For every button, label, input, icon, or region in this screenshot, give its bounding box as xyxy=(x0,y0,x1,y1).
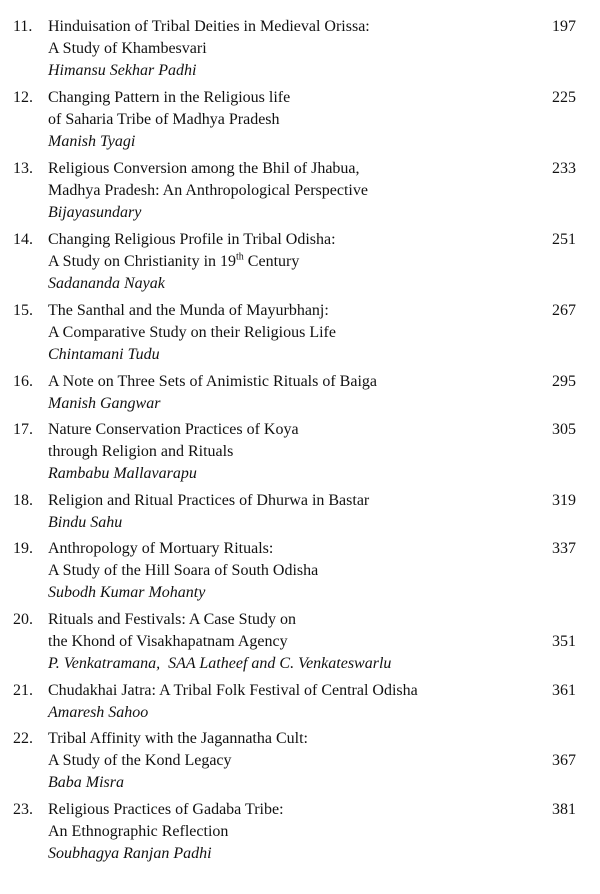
entry-text xyxy=(48,728,518,794)
entry-text xyxy=(48,490,518,534)
entry-page-number: 381 xyxy=(552,801,576,818)
entry-title-line: Changing Pattern in the Religious life xyxy=(48,89,291,106)
entry-title-line: Madhya Pradesh: An Anthropological Perspective xyxy=(48,182,368,199)
entry-number: 16. xyxy=(13,373,33,390)
entry-author: Rambabu Mallavarapu xyxy=(48,465,197,482)
entry-page-number: 319 xyxy=(552,492,576,509)
toc-entry xyxy=(0,225,600,296)
entry-text xyxy=(48,300,518,366)
entry-author: Chintamani Tudu xyxy=(48,346,160,363)
entry-page-number: 251 xyxy=(552,231,576,248)
entry-author: Baba Misra xyxy=(48,774,124,791)
entry-title-line: Religion and Ritual Practices of Dhurwa in Bastar xyxy=(48,492,370,509)
toc-entry xyxy=(0,534,600,605)
entry-text xyxy=(48,419,518,485)
entry-title-line: A Study of the Kond Legacy xyxy=(48,752,232,769)
toc-entry xyxy=(0,724,600,795)
entry-title-line: Hinduisation of Tribal Deities in Medieval Orissa: xyxy=(48,18,370,35)
toc-entry xyxy=(0,296,600,367)
entry-title-line: through Religion and Rituals xyxy=(48,443,234,460)
entry-author: Subodh Kumar Mohanty xyxy=(48,584,206,601)
entry-number: 13. xyxy=(13,160,33,177)
entry-author: Sadananda Nayak xyxy=(48,275,165,292)
table-of-contents xyxy=(0,12,600,866)
entry-title-line: of Saharia Tribe of Madhya Pradesh xyxy=(48,111,280,128)
entry-title-line: Anthropology of Mortuary Rituals: xyxy=(48,540,274,557)
entry-text xyxy=(48,609,518,675)
entry-author: Soubhagya Ranjan Padhi xyxy=(48,845,212,862)
entry-number: 14. xyxy=(13,231,33,248)
entry-number: 23. xyxy=(13,801,33,818)
entry-author: Amaresh Sahoo xyxy=(48,704,149,721)
toc-entry xyxy=(0,676,600,724)
entry-page-number: 337 xyxy=(552,540,576,557)
entry-title-line: The Santhal and the Munda of Mayurbhanj: xyxy=(48,302,329,319)
entry-text xyxy=(48,680,518,724)
entry-title-line: Tribal Affinity with the Jagannatha Cult: xyxy=(48,730,308,747)
entry-author: Himansu Sekhar Padhi xyxy=(48,62,197,79)
entry-title-superscript: th xyxy=(236,251,244,263)
entry-title-line: Changing Religious Profile in Tribal Odisha: xyxy=(48,231,336,248)
entry-page-number: 267 xyxy=(552,302,576,319)
entry-text xyxy=(48,87,518,153)
entry-number: 11. xyxy=(13,18,33,35)
entry-title-line: Religious Practices of Gadaba Tribe: xyxy=(48,801,284,818)
toc-entry xyxy=(0,415,600,486)
entry-title-line: Rituals and Festivals: A Case Study on xyxy=(48,611,297,628)
toc-entry xyxy=(0,795,600,866)
entry-title-line: A Note on Three Sets of Animistic Rituals of Baiga xyxy=(48,373,377,390)
toc-entry xyxy=(0,83,600,154)
entry-number: 12. xyxy=(13,89,33,106)
entry-title-line: the Khond of Visakhapatnam Agency xyxy=(48,633,288,650)
entry-text xyxy=(48,538,518,604)
entry-author: Manish Gangwar xyxy=(48,395,161,412)
entry-number: 22. xyxy=(13,730,33,747)
entry-page-number: 305 xyxy=(552,421,576,438)
entry-title-line: A Study of the Hill Soara of South Odisha xyxy=(48,562,319,579)
entry-number: 15. xyxy=(13,302,33,319)
toc-entry xyxy=(0,12,600,83)
entry-page-number: 233 xyxy=(552,160,576,177)
entry-number: 17. xyxy=(13,421,33,438)
entry-title-line: A Study of Khambesvari xyxy=(48,40,207,57)
entry-page-number: 361 xyxy=(552,682,576,699)
toc-entry xyxy=(0,367,600,415)
entry-number: 18. xyxy=(13,492,33,509)
entry-text xyxy=(48,158,518,224)
entry-author: Bijayasundary xyxy=(48,204,142,221)
entry-text xyxy=(48,799,518,865)
entry-number: 21. xyxy=(13,682,33,699)
entry-page-number: 295 xyxy=(552,373,576,390)
entry-text xyxy=(48,16,518,82)
toc-entry xyxy=(0,486,600,534)
entry-title-suffix: Century xyxy=(243,253,300,270)
entry-title-line: Nature Conservation Practices of Koya xyxy=(48,421,299,438)
entry-author: Bindu Sahu xyxy=(48,514,123,531)
entry-page-number: 197 xyxy=(552,18,576,35)
entry-title-line: Chudakhai Jatra: A Tribal Folk Festival of Central Odisha xyxy=(48,682,418,699)
toc-entry xyxy=(0,154,600,225)
entry-text xyxy=(48,229,518,295)
entry-author: P. Venkatramana, SAA Latheef and C. Venkateswarlu xyxy=(48,655,392,672)
entry-title-line: A Comparative Study on their Religious Life xyxy=(48,324,336,341)
entry-number: 19. xyxy=(13,540,33,557)
entry-author: Manish Tyagi xyxy=(48,133,136,150)
entry-title-line: Religious Conversion among the Bhil of Jhabua, xyxy=(48,160,360,177)
entry-number: 20. xyxy=(13,611,33,628)
entry-page-number: 351 xyxy=(552,633,576,650)
entry-text xyxy=(48,371,518,415)
entry-title-line xyxy=(48,251,518,273)
toc-entry xyxy=(0,605,600,676)
entry-title-text: A Study on Christianity in 19 xyxy=(48,253,237,270)
entry-title-line: An Ethnographic Reflection xyxy=(48,823,229,840)
entry-page-number: 225 xyxy=(552,89,576,106)
entry-page-number: 367 xyxy=(552,752,576,769)
